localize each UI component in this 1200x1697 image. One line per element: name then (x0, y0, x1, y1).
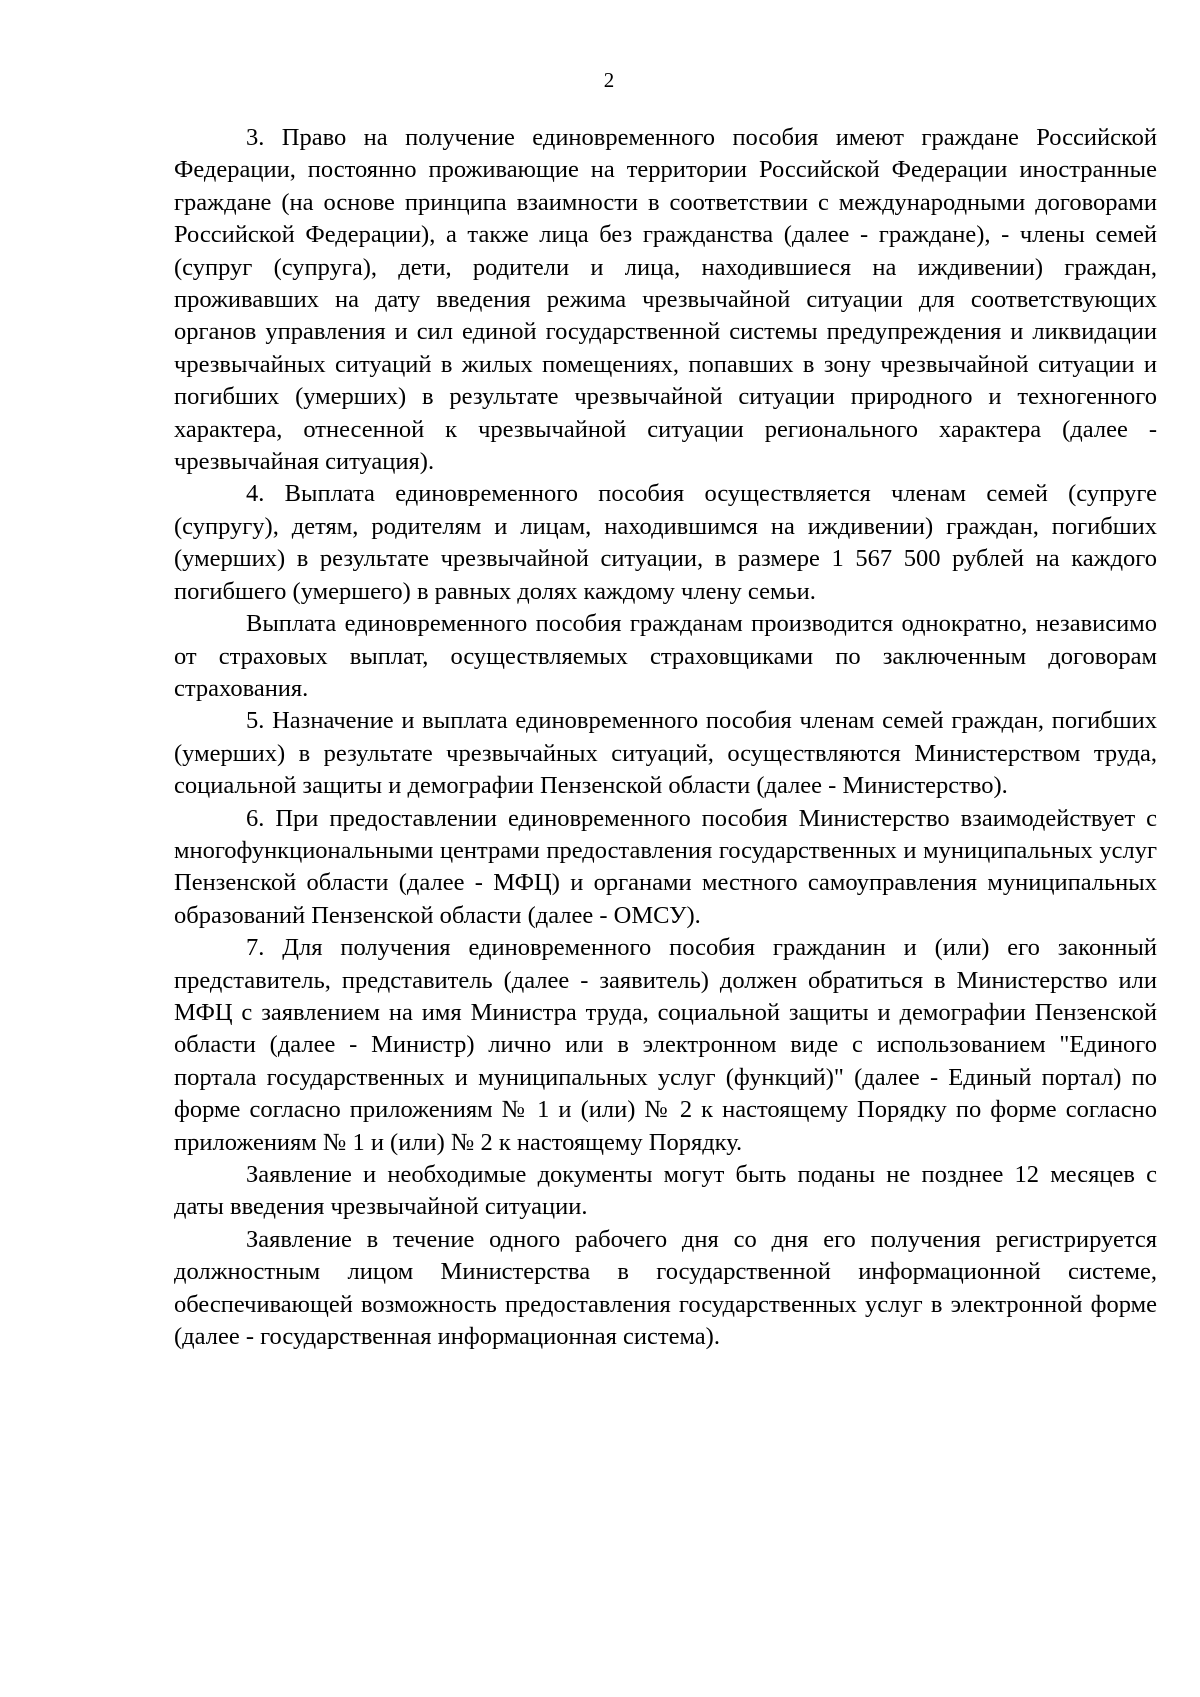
paragraph-registration: Заявление в течение одного рабочего дня со дня его получения регистрируется должностным лицом Министерства в государственной информационной системе, обеспечивающей возможность предоставления государственных услуг в электронной форме (далее - государственная информационная система). (174, 1225, 1157, 1351)
document-body (174, 122, 1157, 1353)
paragraph-deadline: Заявление и необходимые документы могут быть поданы не позднее 12 месяцев с даты введения чрезвычайной ситуации. (174, 1161, 1157, 1221)
paragraph-3-right-to-benefit: 3. Право на получение единовременного пособия имеют граждане Российской Федерации, постоянно проживающие на территории Российской Федерации иностранные граждане (на основе принципа взаимности в соответствии с международными договорами Российской Федерации), а также лица без гражданства (далее - граждане), - члены семей (супруг (супруга), дети, родители и лица, находившиеся на иждивении) граждан, проживавших на дату введения режима чрезвычайной ситуации для соответствующих органов управления и сил единой государственной системы предупреждения и ликвидации чрезвычайных ситуаций в жилых помещениях, попавших в зону чрезвычайной ситуации и погибших (умерших) в результате чрезвычайной ситуации природного и техногенного характера, отнесенной к чрезвычайной ситуации регионального характера (далее - чрезвычайная ситуация). (174, 124, 1157, 476)
paragraph-5-assignment: 5. Назначение и выплата единовременного пособия членам семей граждан, погибших (умерших) в результате чрезвычайных ситуаций, осуществляются Министерством труда, социальной защиты и демографии Пензенской области (далее - Министерство). (174, 707, 1157, 800)
paragraph-7-application: 7. Для получения единовременного пособия гражданин и (или) его законный представитель, представитель (далее - заявитель) должен обратиться в Министерство или МФЦ с заявлением на имя Министра труда, социальной защиты и демографии Пензенской области (далее - Министр) лично или в электронном виде с использованием "Единого портала государственных и муниципальных услуг (функций)" (далее - Единый портал) по форме согласно приложениям № 1 и (или) № 2 к настоящему Порядку по форме согласно приложениям № 1 и (или) № 2 к настоящему Порядку. (174, 934, 1157, 1156)
paragraph-payment-once: Выплата единовременного пособия гражданам производится однократно, независимо от страховых выплат, осуществляемых страховщиками по заключенным договорам страхования. (174, 610, 1157, 702)
page-number: 2 (603, 68, 615, 92)
paragraph-6-interaction: 6. При предоставлении единовременного пособия Министерство взаимодействует с многофункциональными центрами предоставления государственных и муниципальных услуг Пензенской области (далее - МФЦ) и органами местного самоуправления муниципальных образований Пензенской области (далее - ОМСУ). (174, 804, 1157, 929)
paragraph-4-payment-amount: 4. Выплата единовременного пособия осуществляется членам семей (супруге (супругу), детям, родителям и лицам, находившимся на иждивении) граждан, погибших (умерших) в результате чрезвычайной ситуации, в размере 1 567 500 рублей на каждого погибшего (умершего) в равных долях каждому члену семьи. (174, 480, 1157, 605)
